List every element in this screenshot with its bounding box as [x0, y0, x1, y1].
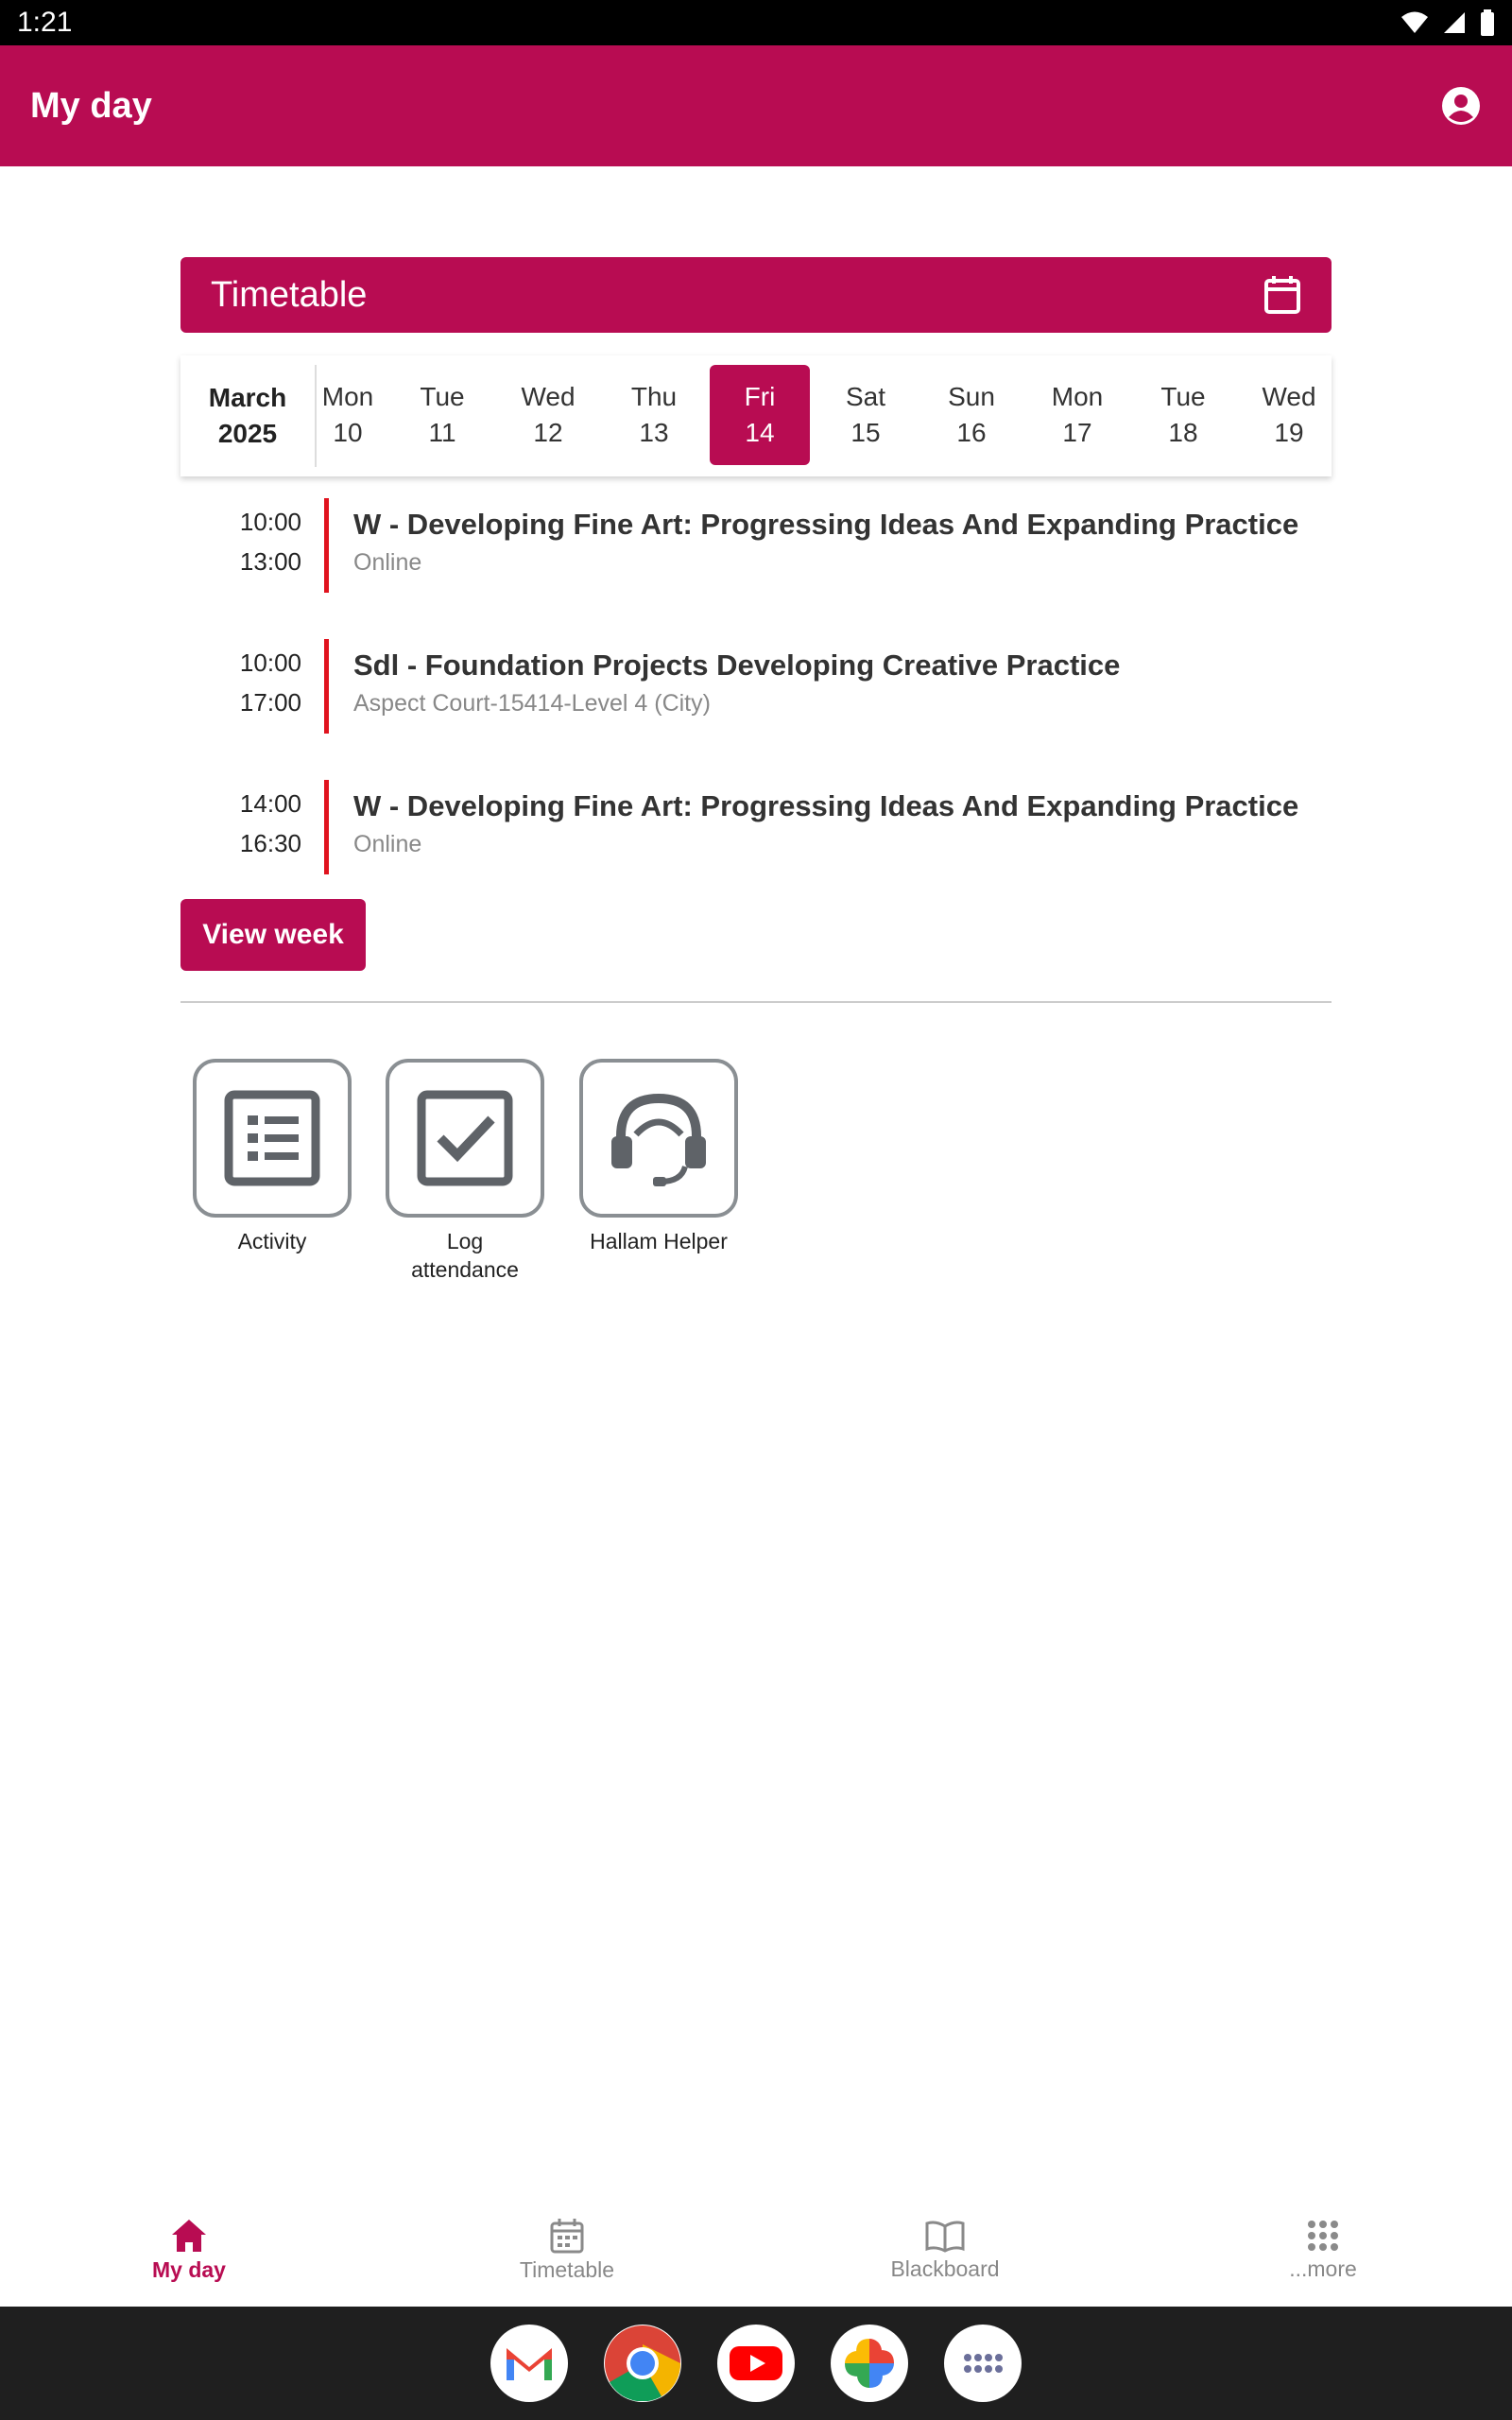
page-title: My day [30, 85, 152, 126]
grid-icon [1306, 2219, 1340, 2253]
event-times [180, 780, 324, 876]
event-times [180, 639, 324, 735]
day-item[interactable]: Wed 19 [1262, 382, 1316, 447]
month-name: March [208, 383, 287, 412]
event-title: W - Developing Fine Art: Progressing Ideas And Expanding Practice [353, 789, 1299, 822]
chrome-icon [605, 2325, 680, 2401]
nav-more[interactable] [1134, 2193, 1512, 2307]
day-item[interactable]: Sun 16 [948, 382, 995, 447]
status-time: 1:21 [17, 7, 73, 38]
checkbox-icon [416, 1089, 514, 1187]
event-end: 17:00 [239, 688, 301, 717]
list-icon [223, 1089, 321, 1187]
log-attendance-label: Log attendance [411, 1229, 519, 1282]
event-start: 14:00 [239, 789, 301, 818]
hallam-helper-label: Hallam Helper [590, 1229, 728, 1253]
nav-blackboard-label: Blackboard [890, 2256, 1000, 2281]
status-bar [0, 0, 1512, 45]
event-times [180, 498, 324, 595]
event-info [329, 780, 1298, 876]
calendar-icon[interactable] [1263, 275, 1301, 315]
nav-more-label: ...more [1289, 2256, 1357, 2281]
activity-tile[interactable] [192, 1059, 352, 1255]
event-start: 10:00 [239, 648, 301, 677]
book-icon [924, 2219, 966, 2253]
day-item[interactable]: Thu 13 [630, 382, 678, 447]
day-item[interactable]: Sat 15 [845, 382, 886, 447]
timetable-event[interactable] [180, 639, 1332, 735]
chrome-app[interactable] [604, 2325, 681, 2402]
event-info [329, 498, 1298, 595]
timetable-header [180, 257, 1332, 333]
battery-icon [1480, 9, 1495, 36]
account-icon[interactable] [1440, 85, 1482, 127]
nav-my-day-label: My day [152, 2256, 226, 2282]
day-item[interactable]: Wed 12 [521, 382, 576, 447]
date-strip[interactable] [180, 355, 1332, 476]
photos-icon [841, 2335, 898, 2392]
status-icons [1400, 9, 1495, 36]
gmail-app[interactable] [490, 2325, 568, 2402]
signal-icon [1442, 10, 1467, 35]
event-start: 10:00 [239, 508, 301, 536]
event-info [329, 639, 1120, 735]
apps-icon [962, 2352, 1004, 2375]
event-location: Aspect Court-15414-Level 4 (City) [353, 690, 711, 717]
app-drawer[interactable] [944, 2325, 1022, 2402]
wifi-icon [1400, 10, 1429, 35]
hallam-helper-tile-box[interactable] [579, 1059, 738, 1218]
bottom-nav [0, 2193, 1512, 2307]
app-bar [0, 45, 1512, 166]
day-item[interactable]: Mon 10 [321, 382, 374, 447]
timetable-event[interactable] [180, 498, 1332, 595]
nav-timetable-label: Timetable [519, 2256, 615, 2282]
event-end: 13:00 [239, 547, 301, 576]
month-year: 2025 [217, 419, 278, 448]
timetable-event[interactable] [180, 780, 1332, 876]
day-item[interactable]: Tue 11 [420, 382, 465, 447]
home-icon [170, 2218, 208, 2254]
log-attendance-tile[interactable] [385, 1059, 545, 1284]
photos-app[interactable] [831, 2325, 908, 2402]
day-list [317, 355, 1332, 476]
nav-timetable[interactable] [378, 2193, 756, 2307]
nav-blackboard[interactable] [756, 2193, 1134, 2307]
calendar-icon [549, 2218, 585, 2254]
event-end: 16:30 [239, 829, 301, 857]
youtube-app[interactable] [717, 2325, 795, 2402]
system-dock [0, 2307, 1512, 2420]
log-attendance-tile-box[interactable] [386, 1059, 544, 1218]
event-location: Online [353, 831, 422, 857]
gmail-icon [503, 2342, 556, 2384]
youtube-icon [730, 2344, 782, 2382]
view-week-button[interactable]: View week [180, 899, 366, 971]
timetable-header-label: Timetable [211, 274, 368, 315]
activity-label: Activity [237, 1229, 307, 1253]
activity-tile-box[interactable] [193, 1059, 352, 1218]
divider [180, 1001, 1332, 1003]
day-item[interactable]: Tue 18 [1160, 382, 1206, 447]
event-title: Sdl - Foundation Projects Developing Creative Practice [353, 648, 1121, 682]
nav-my-day[interactable] [0, 2193, 378, 2307]
hallam-helper-tile[interactable] [578, 1059, 739, 1255]
headset-icon [606, 1089, 712, 1187]
event-location: Online [353, 549, 422, 576]
event-title: W - Developing Fine Art: Progressing Ideas And Expanding Practice [353, 508, 1299, 541]
month-label [180, 365, 317, 467]
day-item-selected[interactable]: Fri 14 [710, 365, 810, 465]
day-item[interactable]: Mon 17 [1051, 382, 1104, 447]
